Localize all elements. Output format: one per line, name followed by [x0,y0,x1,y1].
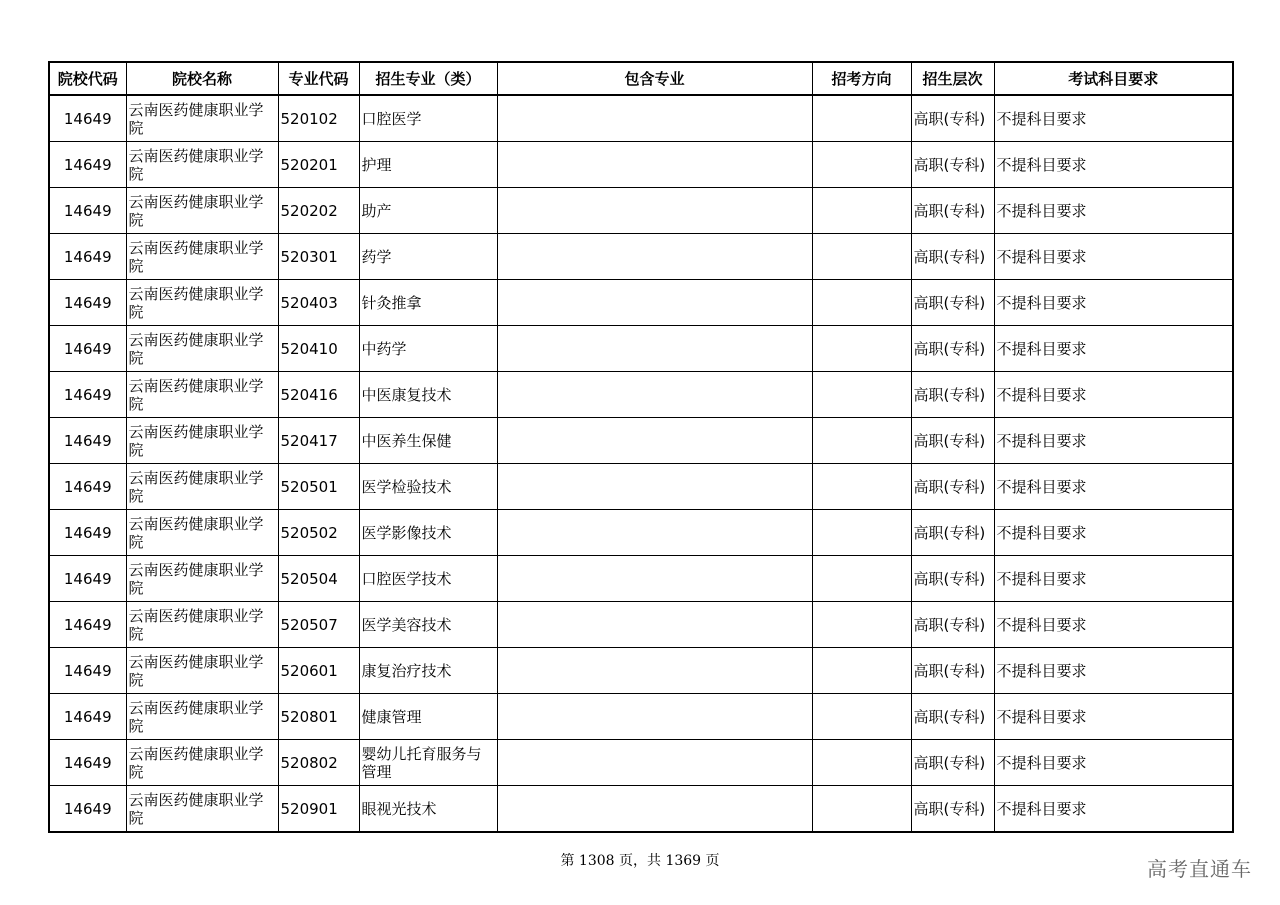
major-code-cell: 520403 [278,280,359,326]
school-name-cell: 云南医药健康职业学院 [126,556,278,602]
school-name-cell: 云南医药健康职业学院 [126,786,278,833]
school-code-cell: 14649 [49,142,126,188]
page-footer: 第 1308 页，共 1369 页 [560,853,720,869]
requirement-cell: 不提科目要求 [994,418,1233,464]
requirement-cell: 不提科目要求 [994,188,1233,234]
major-cell: 口腔医学 [359,95,497,142]
included-majors-cell [497,326,812,372]
direction-cell [812,786,911,833]
header-school-name: 院校名称 [126,62,278,95]
table-row [49,786,1233,833]
direction-cell [812,95,911,142]
requirement-cell: 不提科目要求 [994,740,1233,786]
table-row [49,188,1233,234]
included-majors-cell [497,464,812,510]
major-code-cell: 520201 [278,142,359,188]
major-code-cell: 520410 [278,326,359,372]
school-code-cell: 14649 [49,786,126,833]
major-cell: 中药学 [359,326,497,372]
table-row [49,740,1233,786]
requirement-cell: 不提科目要求 [994,510,1233,556]
level-cell: 高职(专科) [911,648,994,694]
direction-cell [812,418,911,464]
major-code-cell: 520416 [278,372,359,418]
school-name-cell: 云南医药健康职业学院 [126,464,278,510]
school-name-cell: 云南医药健康职业学院 [126,95,278,142]
school-code-cell: 14649 [49,602,126,648]
direction-cell [812,648,911,694]
school-code-cell: 14649 [49,418,126,464]
major-code-cell: 520801 [278,694,359,740]
header-level: 招生层次 [911,62,994,95]
school-code-cell: 14649 [49,234,126,280]
direction-cell [812,556,911,602]
included-majors-cell [497,510,812,556]
major-code-cell: 520504 [278,556,359,602]
admissions-table [48,61,1234,833]
major-cell: 护理 [359,142,497,188]
major-cell: 中医养生保健 [359,418,497,464]
direction-cell [812,142,911,188]
major-cell: 医学影像技术 [359,510,497,556]
table-row [49,234,1233,280]
major-code-cell: 520802 [278,740,359,786]
school-code-cell: 14649 [49,556,126,602]
included-majors-cell [497,694,812,740]
table-row [49,510,1233,556]
level-cell: 高职(专科) [911,418,994,464]
major-code-cell: 520102 [278,95,359,142]
included-majors-cell [497,556,812,602]
included-majors-cell [497,188,812,234]
major-cell: 口腔医学技术 [359,556,497,602]
direction-cell [812,694,911,740]
school-code-cell: 14649 [49,326,126,372]
school-code-cell: 14649 [49,648,126,694]
header-direction: 招考方向 [812,62,911,95]
included-majors-cell [497,95,812,142]
table-row [49,648,1233,694]
table-row [49,326,1233,372]
included-majors-cell [497,234,812,280]
level-cell: 高职(专科) [911,234,994,280]
header-school-code: 院校代码 [49,62,126,95]
school-name-cell: 云南医药健康职业学院 [126,326,278,372]
requirement-cell: 不提科目要求 [994,694,1233,740]
table-row [49,464,1233,510]
direction-cell [812,372,911,418]
major-cell: 婴幼儿托育服务与管理 [359,740,497,786]
direction-cell [812,510,911,556]
school-code-cell: 14649 [49,280,126,326]
table-row [49,372,1233,418]
included-majors-cell [497,648,812,694]
level-cell: 高职(专科) [911,740,994,786]
requirement-cell: 不提科目要求 [994,95,1233,142]
level-cell: 高职(专科) [911,556,994,602]
level-cell: 高职(专科) [911,602,994,648]
major-cell: 助产 [359,188,497,234]
major-code-cell: 520501 [278,464,359,510]
direction-cell [812,326,911,372]
level-cell: 高职(专科) [911,464,994,510]
level-cell: 高职(专科) [911,142,994,188]
school-code-cell: 14649 [49,740,126,786]
requirement-cell: 不提科目要求 [994,326,1233,372]
table-row [49,418,1233,464]
direction-cell [812,740,911,786]
included-majors-cell [497,740,812,786]
level-cell: 高职(专科) [911,326,994,372]
included-majors-cell [497,786,812,833]
level-cell: 高职(专科) [911,95,994,142]
major-code-cell: 520301 [278,234,359,280]
table-row [49,602,1233,648]
school-name-cell: 云南医药健康职业学院 [126,694,278,740]
requirement-cell: 不提科目要求 [994,372,1233,418]
included-majors-cell [497,372,812,418]
direction-cell [812,602,911,648]
requirement-cell: 不提科目要求 [994,602,1233,648]
direction-cell [812,464,911,510]
requirement-cell: 不提科目要求 [994,648,1233,694]
major-cell: 医学美容技术 [359,602,497,648]
level-cell: 高职(专科) [911,694,994,740]
table-row [49,694,1233,740]
major-cell: 中医康复技术 [359,372,497,418]
direction-cell [812,188,911,234]
school-name-cell: 云南医药健康职业学院 [126,234,278,280]
direction-cell [812,234,911,280]
school-code-cell: 14649 [49,95,126,142]
school-name-cell: 云南医药健康职业学院 [126,740,278,786]
school-code-cell: 14649 [49,510,126,556]
school-name-cell: 云南医药健康职业学院 [126,602,278,648]
school-name-cell: 云南医药健康职业学院 [126,188,278,234]
header-major: 招生专业（类） [359,62,497,95]
header-requirement: 考试科目要求 [994,62,1233,95]
level-cell: 高职(专科) [911,786,994,833]
school-code-cell: 14649 [49,372,126,418]
included-majors-cell [497,142,812,188]
level-cell: 高职(专科) [911,372,994,418]
header-included-majors: 包含专业 [497,62,812,95]
major-cell: 康复治疗技术 [359,648,497,694]
major-cell: 医学检验技术 [359,464,497,510]
requirement-cell: 不提科目要求 [994,280,1233,326]
school-name-cell: 云南医药健康职业学院 [126,280,278,326]
header-major-code: 专业代码 [278,62,359,95]
level-cell: 高职(专科) [911,188,994,234]
major-cell: 针灸推拿 [359,280,497,326]
requirement-cell: 不提科目要求 [994,556,1233,602]
level-cell: 高职(专科) [911,280,994,326]
school-name-cell: 云南医药健康职业学院 [126,510,278,556]
requirement-cell: 不提科目要求 [994,142,1233,188]
header-row [49,62,1233,95]
requirement-cell: 不提科目要求 [994,464,1233,510]
requirement-cell: 不提科目要求 [994,234,1233,280]
school-name-cell: 云南医药健康职业学院 [126,418,278,464]
watermark-logo: 高考直通车 [1147,857,1252,881]
school-name-cell: 云南医药健康职业学院 [126,142,278,188]
school-code-cell: 14649 [49,188,126,234]
direction-cell [812,280,911,326]
school-code-cell: 14649 [49,464,126,510]
major-cell: 药学 [359,234,497,280]
table-row [49,95,1233,142]
major-code-cell: 520901 [278,786,359,833]
school-code-cell: 14649 [49,694,126,740]
major-code-cell: 520502 [278,510,359,556]
included-majors-cell [497,280,812,326]
level-cell: 高职(专科) [911,510,994,556]
table-row [49,280,1233,326]
major-code-cell: 520507 [278,602,359,648]
table-row [49,556,1233,602]
table-row [49,142,1233,188]
major-code-cell: 520202 [278,188,359,234]
school-name-cell: 云南医药健康职业学院 [126,648,278,694]
requirement-cell: 不提科目要求 [994,786,1233,833]
major-code-cell: 520601 [278,648,359,694]
included-majors-cell [497,602,812,648]
included-majors-cell [497,418,812,464]
major-cell: 眼视光技术 [359,786,497,833]
major-cell: 健康管理 [359,694,497,740]
major-code-cell: 520417 [278,418,359,464]
school-name-cell: 云南医药健康职业学院 [126,372,278,418]
